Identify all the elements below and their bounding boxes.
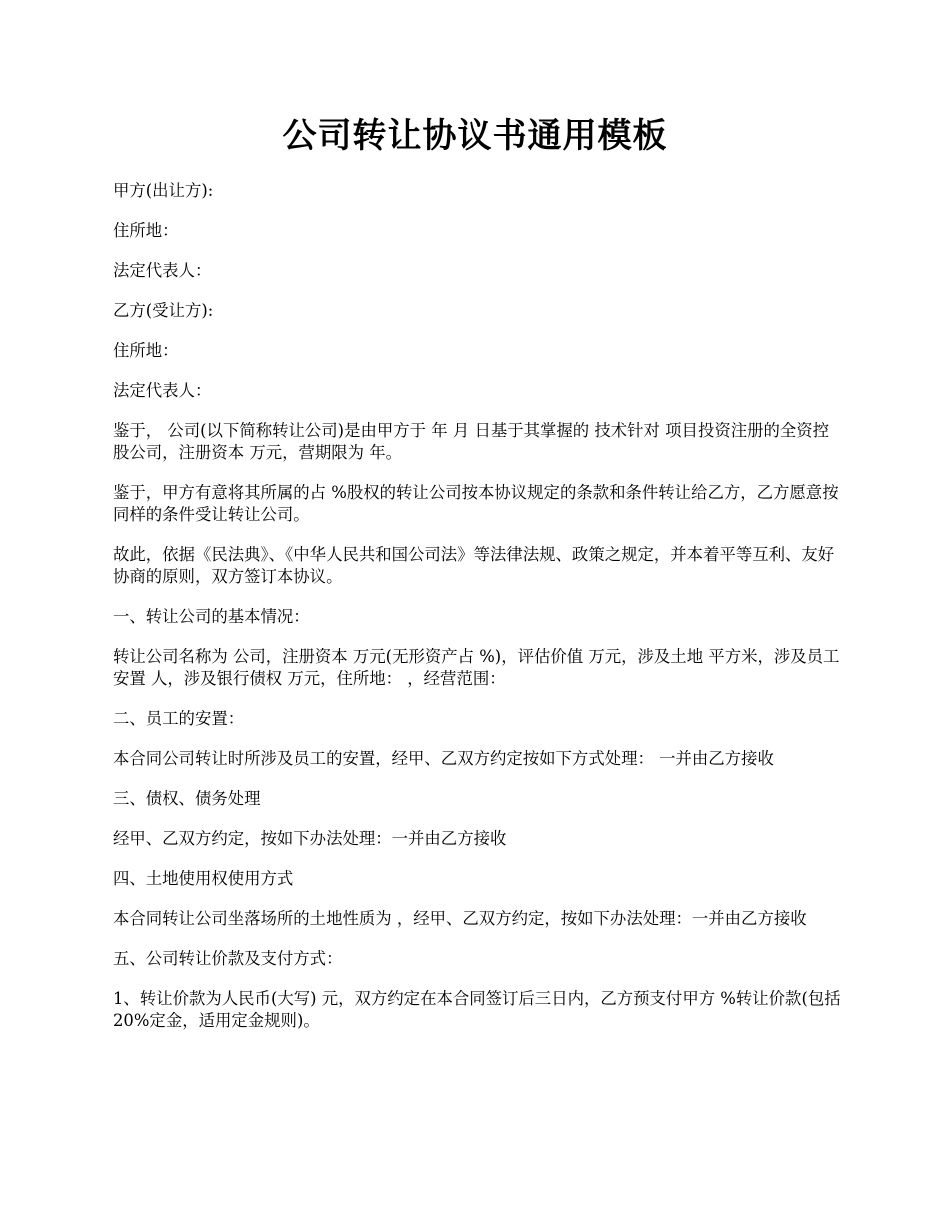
section-heading-land-use: 四、土地使用权使用方式 xyxy=(113,869,294,888)
party-b-address: 住所地： xyxy=(113,341,179,360)
recital-legal-basis: 故此，依据《民法典》、《中华人民共和国公司法》等法律法规、政策之规定，并本着平等互利、友好协商的原则，双方签订本协议。 xyxy=(113,545,835,586)
section-heading-payment: 五、公司转让价款及支付方式： xyxy=(113,949,343,968)
document-body xyxy=(113,180,841,1050)
section-heading-debts: 三、债权、债务处理 xyxy=(113,789,261,808)
section-text-basic-info: 转让公司名称为 公司，注册资本 万元(无形资产占 %)，评估价值 万元，涉及土地 平方米，涉及员工安置 人，涉及银行债权 万元，住所地： ，经营范围： xyxy=(113,647,840,688)
section-heading-basic-info: 一、转让公司的基本情况： xyxy=(113,607,310,626)
section-heading-employees: 二、员工的安置： xyxy=(113,709,245,728)
document-title: 公司转让协议书通用模板 xyxy=(282,116,668,156)
party-a-address: 住所地： xyxy=(113,221,179,240)
section-text-employees: 本合同公司转让时所涉及员工的安置，经甲、乙双方约定按如下方式处理： 一并由乙方接收 xyxy=(113,749,774,768)
section-text-debts: 经甲、乙双方约定，按如下办法处理：一并由乙方接收 xyxy=(113,829,507,848)
party-b-legal-representative: 法定代表人： xyxy=(113,381,212,400)
party-a-legal-representative: 法定代表人： xyxy=(113,261,212,280)
recital-transfer-intent: 鉴于，甲方有意将其所属的占 %股权的转让公司按本协议规定的条款和条件转让给乙方，乙方愿意按同样的条件受让转让公司。 xyxy=(113,483,839,524)
section-text-payment-item-1: 1、转让价款为人民币(大写) 元，双方约定在本合同签订后三日内，乙方预支付甲方 %转让价款(包括 20%定金，适用定金规则)。 xyxy=(113,989,841,1030)
party-a-label: 甲方(出让方): xyxy=(113,181,214,200)
party-b-label: 乙方(受让方): xyxy=(113,301,214,320)
section-text-land-use: 本合同转让公司坐落场所的土地性质为 ，经甲、乙双方约定，按如下办法处理：一并由乙方接收 xyxy=(113,909,807,928)
recital-company-background: 鉴于， 公司(以下简称转让公司)是由甲方于 年 月 日基于其掌握的 技术针对 项目投资注册的全资控股公司，注册资本 万元，营期限为 年。 xyxy=(113,421,830,462)
